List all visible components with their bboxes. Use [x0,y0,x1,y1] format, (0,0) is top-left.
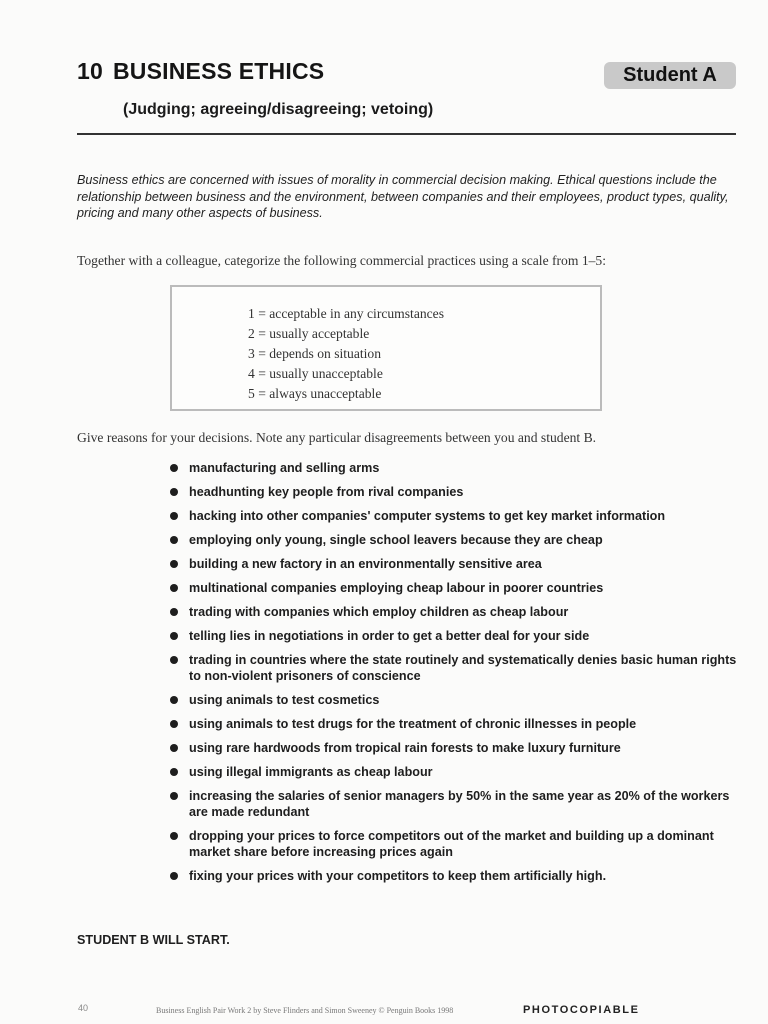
practice-text: fixing your prices with your competitors to keep them artificially high. [189,869,607,883]
photocopiable-label: PHOTOCOPIABLE [523,1004,640,1016]
bullet-icon [170,632,178,640]
practice-item [170,460,745,476]
instruction-text: Together with a colleague, categorize the following commercial practices using a scale from 1–5: [77,253,606,268]
bullet-icon [170,488,178,496]
practice-text: trading in countries where the state routinely and systematically denies basic human rights to non-violent prisoners of conscience [189,653,737,683]
practice-text: using animals to test drugs for the treatment of chronic illnesses in people [189,717,637,731]
practice-item [170,556,745,572]
practice-text: building a new factory in an environmentally sensitive area [189,557,542,571]
practice-item [170,692,745,708]
unit-number: 10 [77,58,103,84]
practice-text: using illegal immigrants as cheap labour [189,765,433,779]
practice-text: multinational companies employing cheap labour in poorer countries [189,581,604,595]
practice-item [170,604,745,620]
bullet-icon [170,720,178,728]
practice-text: headhunting key people from rival companies [189,485,464,499]
scale-item: 1 = acceptable in any circumstances [248,306,445,321]
footer-credit: Business English Pair Work 2 by Steve Flinders and Simon Sweeney © Penguin Books 1998 [156,1006,454,1015]
closing-note: STUDENT B WILL START. [77,933,230,947]
bullet-icon [170,536,178,544]
practice-text: hacking into other companies' computer systems to get key market information [189,509,666,523]
reasons-note: Give reasons for your decisions. Note any particular disagreements between you and student B. [77,430,597,445]
bullet-icon [170,744,178,752]
bullet-icon [170,584,178,592]
practice-text: increasing the salaries of senior managers by 50% in the same year as 20% of the workers are made redundant [189,789,730,819]
bullet-icon [170,512,178,520]
bullet-icon [170,608,178,616]
scale-item: 5 = always unacceptable [248,386,382,401]
practice-item [170,788,745,820]
practice-item [170,484,745,500]
scale-item: 3 = depends on situation [248,346,382,361]
practice-item [170,764,745,780]
bullet-icon [170,872,178,880]
scale-item: 4 = usually unacceptable [248,366,383,381]
bullet-icon [170,768,178,776]
student-badge: Student A [604,62,736,89]
practice-text: employing only young, single school leavers because they are cheap [189,533,603,547]
practice-text: using rare hardwoods from tropical rain forests to make luxury furniture [189,741,621,755]
bullet-icon [170,464,178,472]
intro-paragraph: Business ethics are concerned with issues of morality in commercial decision making. Ethical questions include the relationship between business and the environment, between companies and their employees, product types, quality, pricing and many other aspects of business. [77,173,729,220]
scale-list [248,304,444,404]
scale-box [170,285,602,411]
practice-item [170,868,745,884]
practice-item [170,628,745,644]
practice-text: manufacturing and selling arms [189,461,380,475]
practice-item [170,828,745,860]
practice-item [170,532,745,548]
practice-text: telling lies in negotiations in order to get a better deal for your side [189,629,590,643]
bullet-icon [170,560,178,568]
practice-item [170,740,745,756]
header-divider [77,133,736,135]
practice-item [170,508,745,524]
page-number: 40 [78,1003,89,1013]
practice-text: trading with companies which employ children as cheap labour [189,605,569,619]
page-title [77,58,324,85]
practice-text: dropping your prices to force competitors out of the market and building up a dominant market share before increasing prices again [189,829,714,859]
practice-item [170,652,745,684]
unit-title: BUSINESS ETHICS [112,58,325,84]
scale-item: 2 = usually acceptable [248,326,370,341]
practice-item [170,716,745,732]
practice-item [170,580,745,596]
practice-text: using animals to test cosmetics [189,693,380,707]
bullet-icon [170,832,178,840]
bullet-icon [170,656,178,664]
bullet-icon [170,696,178,704]
bullet-icon [170,792,178,800]
page-subtitle: (Judging; agreeing/disagreeing; vetoing) [123,101,434,118]
practice-list [170,460,745,892]
